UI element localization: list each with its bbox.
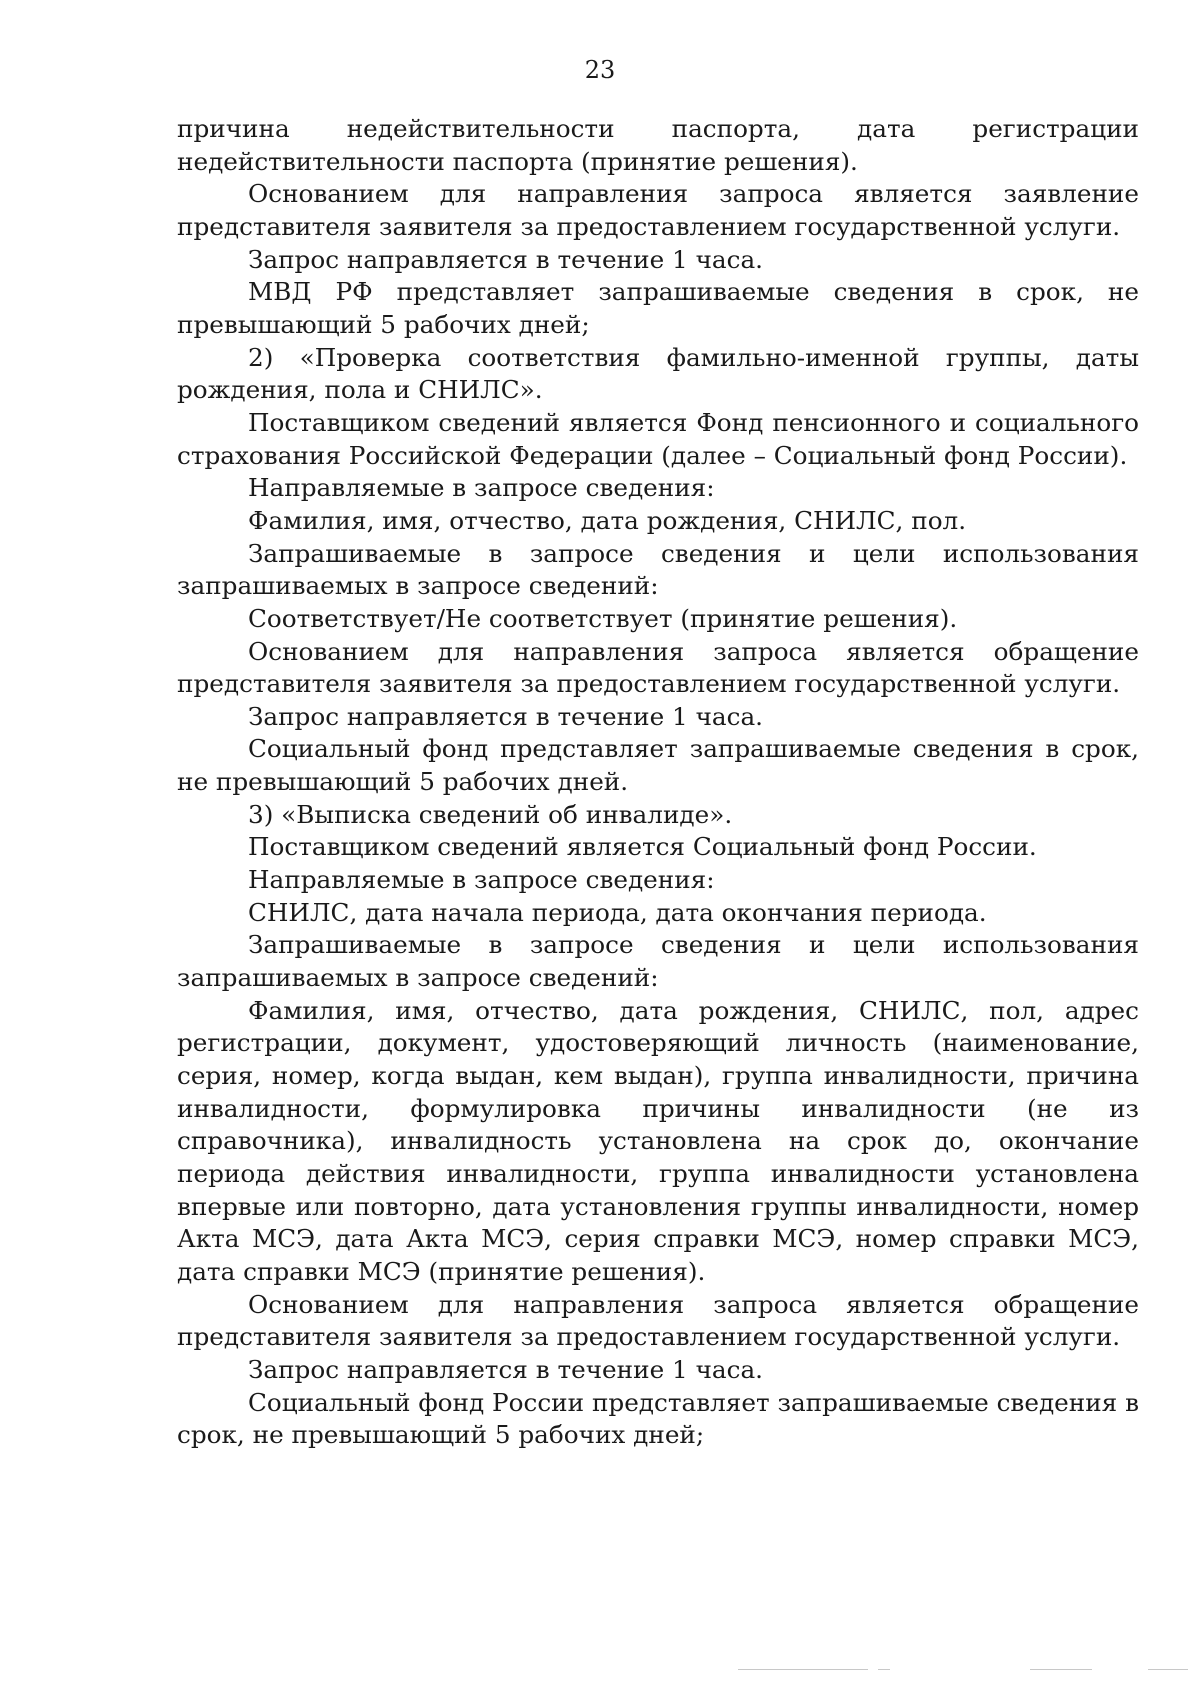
paragraph: 3) «Выписка сведений об инвалиде».: [248, 799, 733, 829]
paragraph: Направляемые в запросе сведения:: [248, 865, 715, 895]
paragraph: Соответствует/Не соответствует (принятие решения).: [248, 603, 958, 633]
paragraph: причина недействительности паспорта, дата регистрации недействительности паспорта (принятие решения).: [177, 114, 1139, 176]
paragraph: Основанием для направления запроса является заявление представителя заявителя за предоставлением государственной услуги.: [177, 179, 1139, 241]
paragraph: Фамилия, имя, отчество, дата рождения, СНИЛС, пол, адрес регистрации, документ, удостоверяющий личность (наименование, серия, номер, когда выдан, кем выдан), группа инвалидности, причина инвалидности, формулировка причины инвалидности (не из справочника), инвалидность установлена на срок до, окончание периода действия инвалидности, группа инвалидности установлена впервые или повторно, дата установления группы инвалидности, номер Акта МСЭ, дата Акта МСЭ, серия справки МСЭ, номер справки МСЭ, дата справки МСЭ (принятие решения).: [177, 995, 1139, 1286]
paragraph: Запрос направляется в течение 1 часа.: [248, 244, 764, 274]
paragraph: Социальный фонд представляет запрашиваемые сведения в срок, не превышающий 5 рабочих дней.: [177, 734, 1139, 797]
paragraph: Запрос направляется в течение 1 часа.: [248, 701, 764, 731]
paragraph: Фамилия, имя, отчество, дата рождения, СНИЛС, пол.: [248, 505, 967, 535]
paragraph: 2) «Проверка соответствия фамильно-именной группы, даты рождения, пола и СНИЛС».: [177, 342, 1139, 405]
page-number: 23: [584, 56, 616, 84]
paragraph: Запрашиваемые в запросе сведения и цели использования запрашиваемых в запросе сведений:: [177, 930, 1139, 993]
paragraph: МВД РФ представляет запрашиваемые сведения в срок, не превышающий 5 рабочих дней;: [177, 277, 1139, 339]
paragraph: Основанием для направления запроса является обращение представителя заявителя за предоставлением государственной услуги.: [177, 636, 1139, 699]
paragraph: Социальный фонд России представляет запрашиваемые сведения в срок, не превышающий 5 рабочих дней;: [177, 1387, 1139, 1450]
paragraph: Поставщиком сведений является Социальный фонд России.: [248, 832, 1037, 862]
paragraph: Направляемые в запросе сведения:: [248, 473, 715, 503]
scan-artifact-line: [1030, 1669, 1092, 1670]
scan-artifact-line: [878, 1669, 890, 1670]
paragraph: Запрос направляется в течение 1 часа.: [248, 1354, 764, 1384]
document-body: [177, 113, 1139, 1452]
scan-artifact-line: [738, 1669, 868, 1670]
paragraph: Основанием для направления запроса является обращение представителя заявителя за предоставлением государственной услуги.: [177, 1289, 1139, 1352]
paragraph: СНИЛС, дата начала периода, дата окончания периода.: [248, 897, 987, 927]
scan-artifact-line: [1148, 1669, 1188, 1670]
paragraph: Запрашиваемые в запросе сведения и цели использования запрашиваемых в запросе сведений:: [177, 538, 1139, 601]
paragraph: Поставщиком сведений является Фонд пенсионного и социального страхования Российской Федерации (далее – Социальный фонд России).: [177, 407, 1139, 470]
